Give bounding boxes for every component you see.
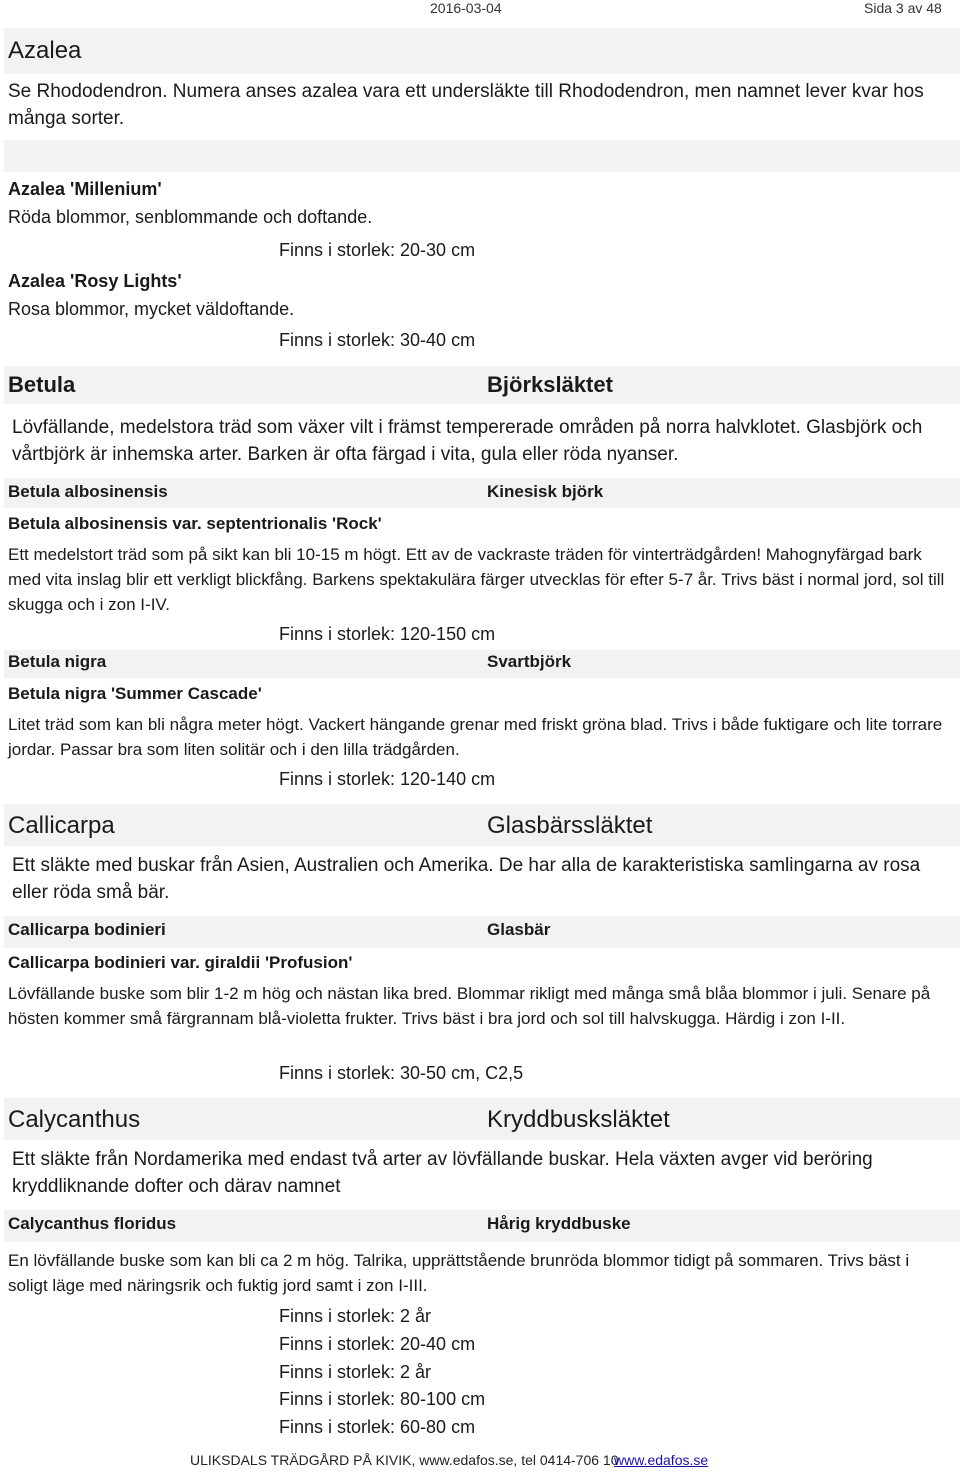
azalea-item-name: Azalea 'Millenium' (8, 179, 162, 199)
callicarpa-family: Glasbärssläktet (487, 812, 653, 839)
callicarpa-title-band (4, 804, 960, 846)
azalea-separator-band (4, 140, 960, 172)
calycanthus-title-band (4, 1098, 960, 1140)
species-name: Betula nigra (8, 652, 107, 671)
species-name: Calycanthus floridus (8, 1214, 177, 1233)
calycanthus-size: Finns i storlek: 80-100 cm (279, 1389, 486, 1409)
cultivar-size: Finns i storlek: 30-50 cm, C2,5 (279, 1063, 524, 1083)
betula-title: Betula (8, 372, 76, 397)
azalea-description: Se Rhododendron. Numera anses azalea vara ett undersläkte till Rhododendron, men namnet lever kvar hos många sorter. (8, 81, 924, 129)
calycanthus-family: Kryddbusksläktet (487, 1106, 670, 1133)
azalea-item-name: Azalea 'Rosy Lights' (8, 271, 182, 291)
cultivar-desc: Lövfällande buske som blir 1-2 m hög och nästan lika bred. Blommar rikligt med många små blåa blommor i juli. Senare på hösten kommer små färgrannam blå-violetta frukter. Trivs bäst i bra jord och sol till halvskugga. Härdig i zon I-II. (8, 984, 931, 1028)
species-band (4, 650, 960, 678)
calycanthus-size: Finns i storlek: 2 år (279, 1306, 432, 1326)
cultivar-name: Betula albosinensis var. septentrionalis 'Rock' (8, 514, 382, 533)
azalea-item-size: Finns i storlek: 30-40 cm (279, 330, 476, 350)
cultivar-size: Finns i storlek: 120-140 cm (279, 769, 496, 789)
azalea-title: Azalea (8, 37, 82, 64)
callicarpa-title: Callicarpa (8, 812, 115, 839)
page-date: 2016-03-04 (430, 0, 502, 16)
calycanthus-size: Finns i storlek: 60-80 cm (279, 1417, 476, 1437)
species-common-name: Svartbjörk (487, 652, 572, 671)
azalea-item-size: Finns i storlek: 20-30 cm (279, 240, 476, 260)
cultivar-desc: Litet träd som kan bli några meter högt. Vackert hängande grenar med friskt gröna blad. Trivs i både fuktigare och lite torrare jordar. Passar bra som liten solitär och i den lilla trädgården. (8, 715, 943, 759)
species-common-name: Kinesisk björk (487, 482, 604, 501)
footer-text: ULIKSDALS TRÄDGÅRD PÅ KIVIK, www.edafos.se, tel 0414-706 10 (190, 1452, 619, 1468)
betula-title-band (4, 366, 960, 404)
page-number: Sida 3 av 48 (864, 0, 942, 16)
species-common-name: Glasbär (487, 920, 551, 939)
azalea-item-desc: Röda blommor, senblommande och doftande. (8, 207, 373, 227)
footer-link[interactable]: www.edafos.se (614, 1452, 709, 1468)
species-common-name: Hårig kryddbuske (487, 1214, 631, 1233)
calycanthus-title: Calycanthus (8, 1106, 141, 1133)
cultivar-name: Betula nigra 'Summer Cascade' (8, 684, 262, 703)
azalea-title-band (4, 28, 960, 74)
cultivar-size: Finns i storlek: 120-150 cm (279, 624, 496, 644)
callicarpa-description: Ett släkte med buskar från Asien, Australien och Amerika. De har alla de karakteristiska samlingarna av rosa eller röda små bär. (12, 855, 921, 903)
azalea-item-desc: Rosa blommor, mycket väldoftande. (8, 299, 295, 319)
species-name: Betula albosinensis (8, 482, 168, 501)
species-name: Callicarpa bodinieri (8, 920, 166, 939)
betula-description: Lövfällande, medelstora träd som växer vilt i främst tempererade områden på norra halvklotet. Glasbjörk och vårtbjörk är inhemska arter. Barken är ofta färgad i vita, gula eller röda nyanser. (12, 417, 923, 465)
species-desc: En lövfällande buske som kan bli ca 2 m hög. Talrika, upprättstående brunröda blommor tidigt på sommaren. Trivs bäst i soligt läge med näringsrik och fuktig jord samt i zon I-III. (8, 1251, 910, 1295)
calycanthus-description: Ett släkte från Nordamerika med endast två arter av lövfällande buskar. Hela växten avger vid beröring kryddliknande dofter och därav namnet (12, 1149, 873, 1197)
cultivar-name: Callicarpa bodinieri var. giraldii 'Profusion' (8, 953, 353, 972)
betula-family: Björksläktet (487, 372, 613, 397)
calycanthus-size: Finns i storlek: 20-40 cm (279, 1334, 476, 1354)
calycanthus-size: Finns i storlek: 2 år (279, 1362, 432, 1382)
cultivar-desc: Ett medelstort träd som på sikt kan bli 10-15 m högt. Ett av de vackraste träden för vinterträdgården! Mahognyfärgad bark med vita inslag blir ett verkligt blickfång. Barkens spektakulära färger utvecklas för efter 5-7 år. Trivs bäst i normal jord, sol till skugga och i zon I-IV. (8, 545, 945, 614)
